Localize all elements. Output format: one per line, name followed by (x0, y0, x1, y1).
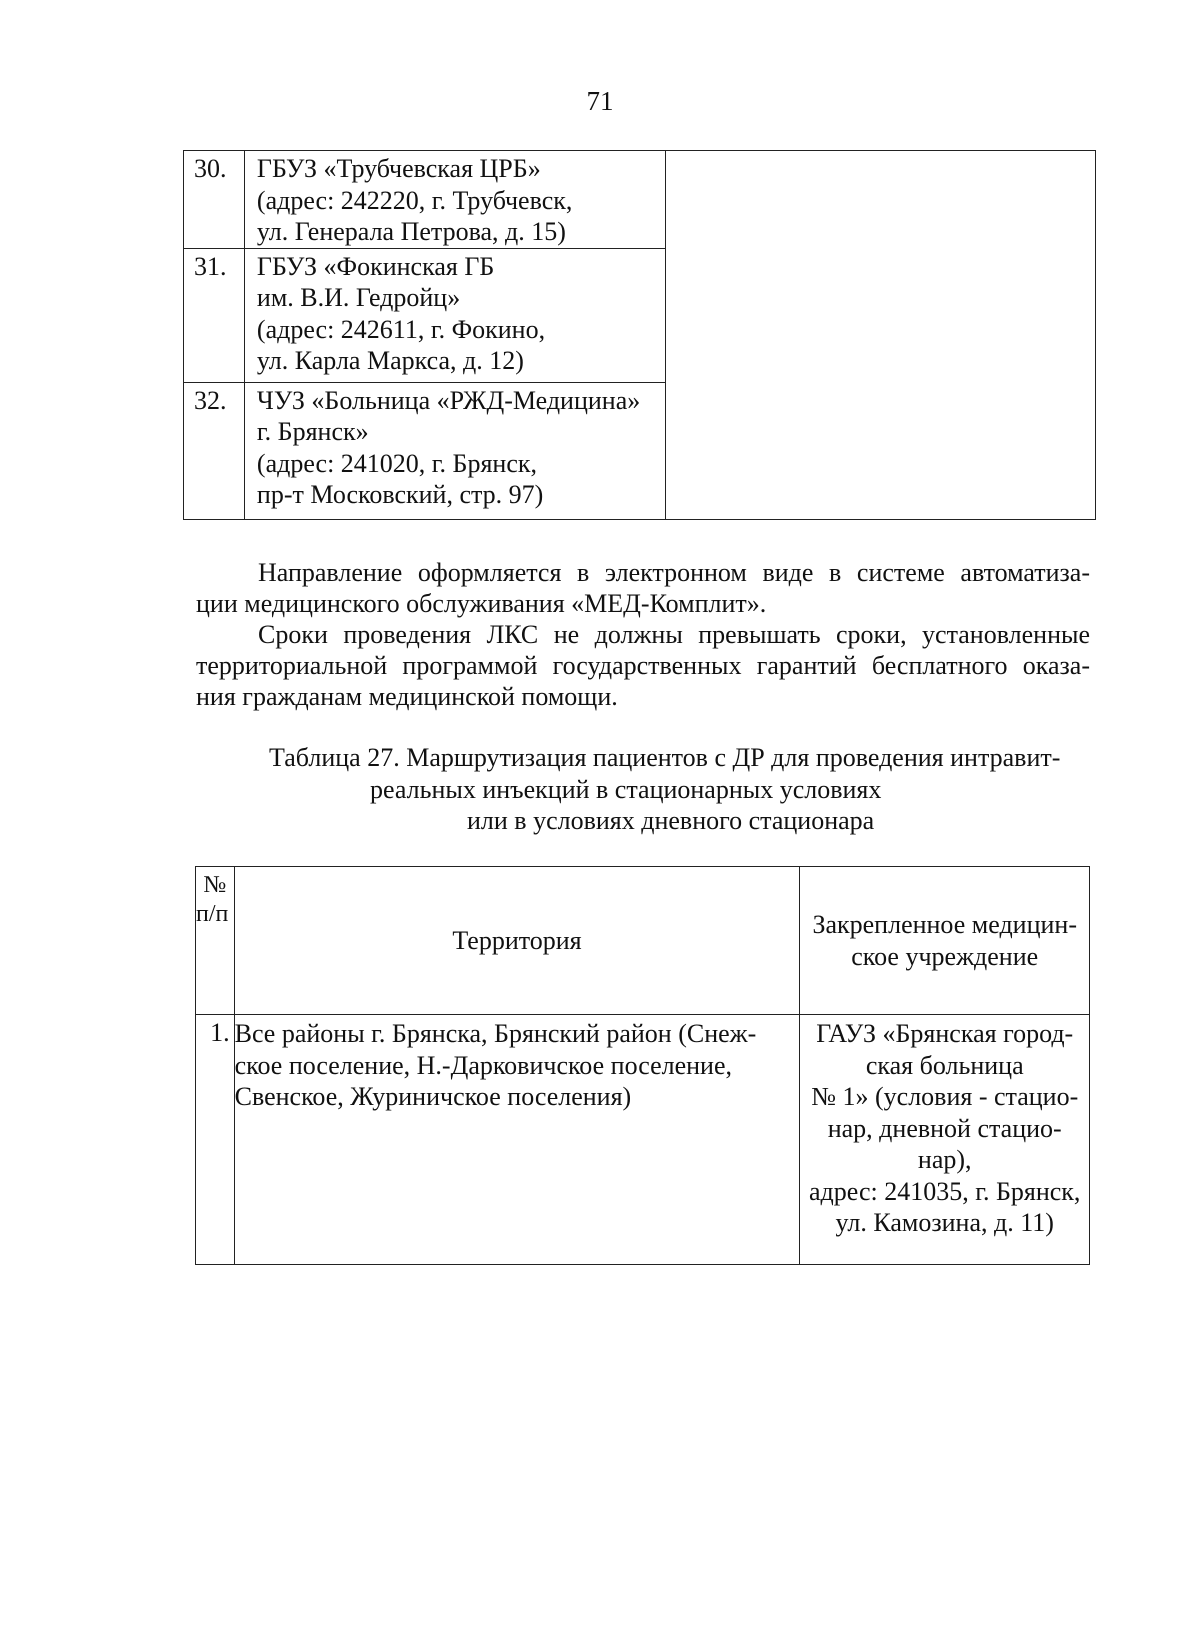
page-number: 71 (586, 86, 614, 116)
header-line: № (203, 872, 227, 898)
cell-line: нар, дневной стацио- (827, 1113, 1062, 1143)
cell-line: ул. Карла Маркса, д. 12) (256, 346, 524, 375)
institution-cell (244, 248, 665, 382)
header-line: Закрепленное медицин- (812, 910, 1077, 939)
header-territory: Территория (234, 867, 800, 1015)
cell-line: ское поселение, Н.-Дарковичское поселение, (234, 1050, 732, 1080)
header-institution (800, 867, 1090, 1015)
cell-line: ГАУЗ «Брянская город- (816, 1019, 1074, 1048)
cell-line: г. Брянск» (256, 417, 369, 446)
cell-line: Все районы г. Брянска, Брянский район (Снеж- (234, 1019, 757, 1048)
paragraph-line: Сроки проведения ЛКС не должны превышать сроки, установленные (258, 620, 1090, 649)
table-row (184, 151, 1096, 249)
cell-line: ЧУЗ «Больница «РЖД-Медицина» (256, 385, 641, 415)
cell-line: № 1» (условия - стацио- (811, 1082, 1079, 1111)
cell-line: ул. Камозина, д. 11) (835, 1208, 1054, 1237)
cell-line: Свенское, Журиничское поселения) (234, 1082, 632, 1111)
paragraph-line: ния гражданам медицинской помощи. (196, 682, 618, 711)
paragraph-referral (196, 557, 1090, 619)
cell-line: адрес: 241035, г. Брянск, (809, 1176, 1081, 1206)
cell-line: (адрес: 242220, г. Трубчевск, (256, 185, 573, 215)
table-caption (196, 742, 1090, 837)
cell-line: нар), (917, 1145, 972, 1174)
caption-line: Таблица 27. Маршрутизация пациентов с ДР для проведения интравит- (269, 743, 1061, 772)
row-number: 1. (196, 1015, 235, 1265)
cell-line: ул. Генерала Петрова, д. 15) (256, 217, 566, 246)
cell-line: (адрес: 241020, г. Брянск, (256, 448, 538, 478)
header-line: п/п (196, 901, 229, 927)
cell-line: ГБУЗ «Трубчевская ЦРБ» (256, 154, 541, 183)
institution-cell (800, 1015, 1090, 1265)
cell-line: ГБУЗ «Фокинская ГБ (256, 251, 495, 281)
paragraph-terms (196, 619, 1090, 712)
institution-cell (244, 151, 665, 249)
table-header-row (196, 867, 1090, 1015)
paragraph-line: ции медицинского обслуживания «МЕД-Комплит». (196, 589, 767, 618)
empty-right-cell (665, 151, 1095, 520)
institution-cell (244, 382, 665, 519)
table-row (196, 1015, 1090, 1265)
cell-line: (адрес: 242611, г. Фокино, (256, 314, 546, 344)
caption-line: реальных инъекций в стационарных условиях (370, 774, 882, 804)
hospitals-table-continued (183, 150, 1096, 520)
territory-cell (234, 1015, 800, 1265)
cell-line: пр-т Московский, стр. 97) (256, 480, 544, 509)
cell-line: им. В.И. Гедройц» (256, 283, 461, 312)
header-number (196, 867, 235, 1015)
header-line: ское учреждение (851, 941, 1039, 971)
row-number: 32. (184, 382, 245, 519)
row-number: 30. (184, 151, 245, 249)
paragraph-line: Направление оформляется в электронном виде в системе автоматиза- (258, 558, 1090, 587)
row-number: 31. (184, 248, 245, 382)
routing-table (195, 866, 1090, 1265)
caption-line: или в условиях дневного стационара (467, 806, 875, 835)
paragraph-line: территориальной программой государственных гарантий бесплатного оказа- (196, 651, 1090, 680)
cell-line: ская больница (865, 1050, 1024, 1080)
